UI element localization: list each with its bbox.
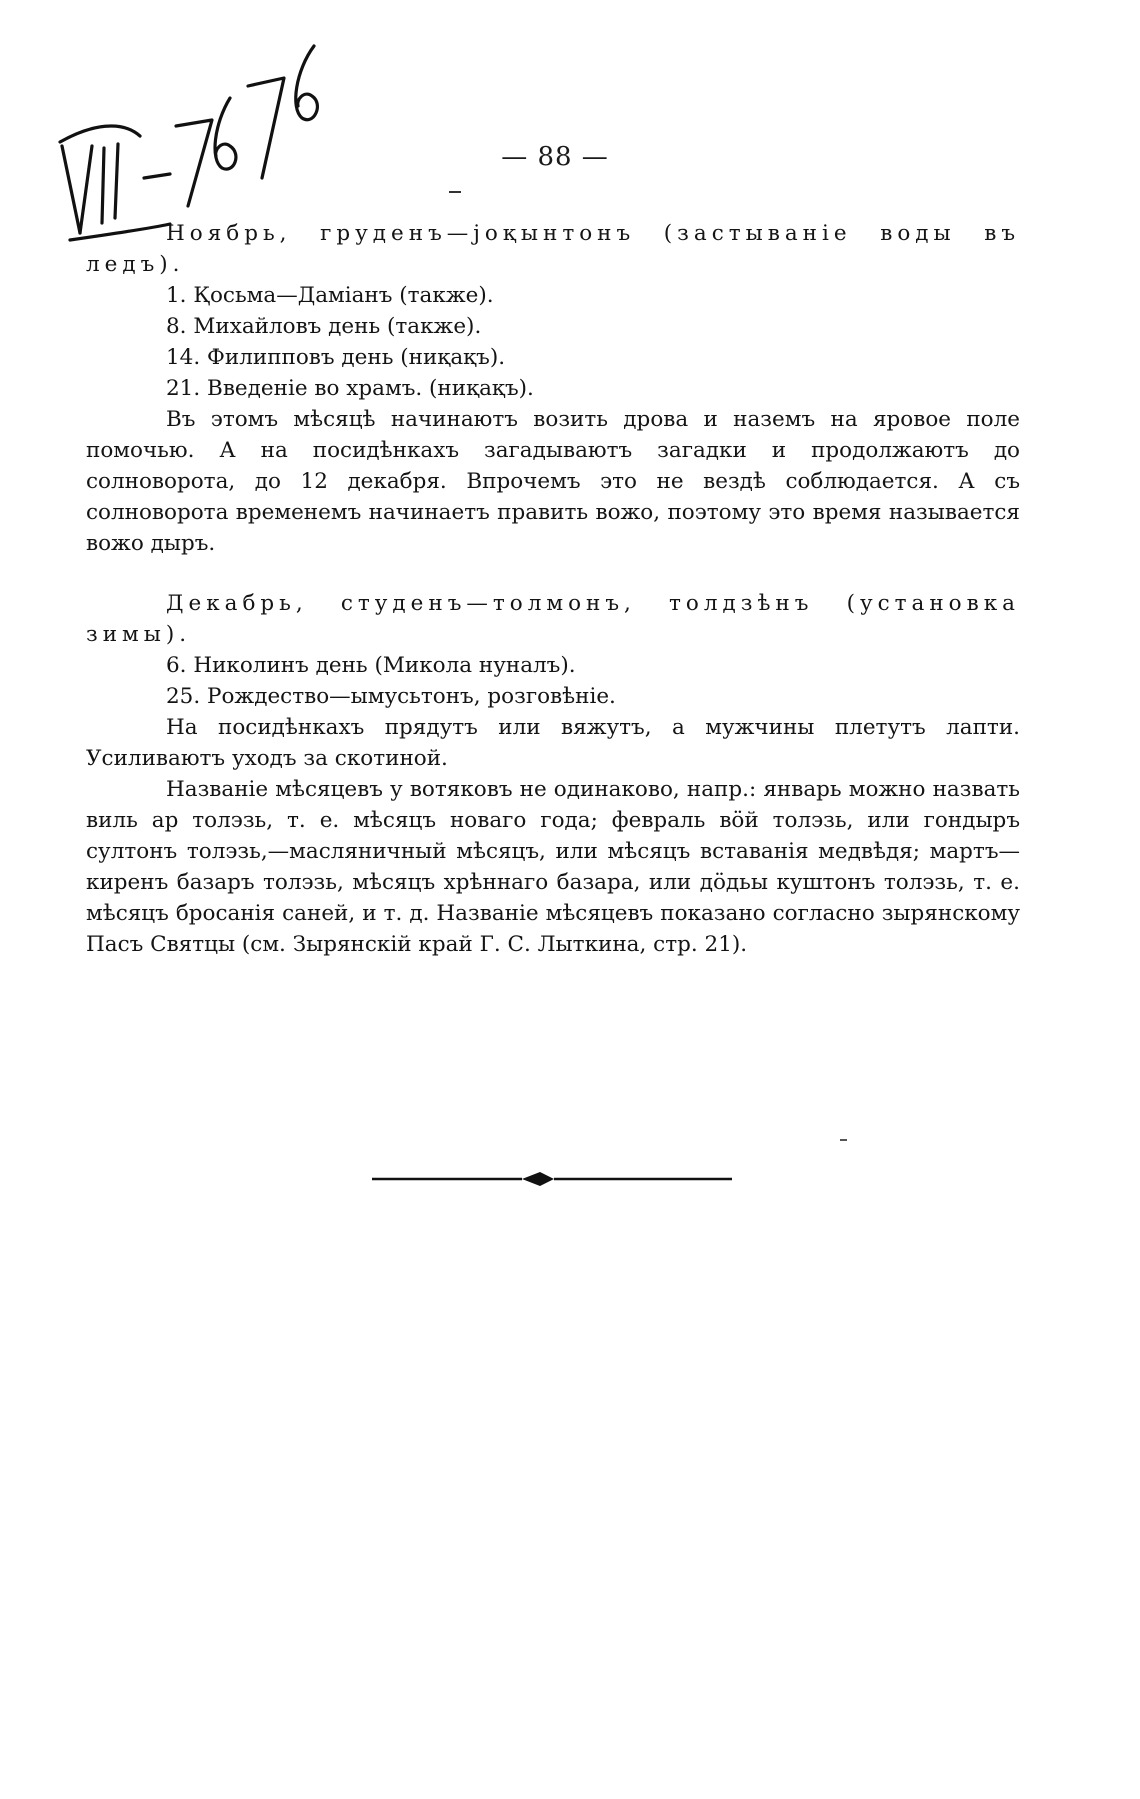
stray-mark: [840, 1139, 847, 1141]
list-item: 1. Қосьма—Даміанъ (также).: [166, 283, 494, 308]
list-item: 8. Михайловъ день (также).: [166, 314, 482, 339]
december-section: [86, 588, 1020, 960]
stray-mark: [449, 191, 461, 193]
november-section: [86, 218, 1020, 559]
page-number: — 88 —: [501, 142, 609, 172]
december-paragraph: На посидѣнкахъ прядутъ или вяжутъ, а мужчины плетутъ лапти. Усиливаютъ уходъ за скотиной.: [86, 715, 1020, 771]
november-paragraph: Въ этомъ мѣсяцѣ начинаютъ возить дрова и наземъ на яровое поле помочью. А на посидѣнкахъ загадываютъ загадки и продолжаютъ до солноворота, до 12 декабря. Впрочемъ это не вездѣ соблюдается. А съ солноворота временемъ начинаетъ править вожо, поэтому это время называется вожо дыръ.: [86, 407, 1020, 556]
handwritten-archive-mark: [52, 28, 342, 243]
december-heading: Декабрь, студенъ—толмонъ, толдзѣнъ (установка зимы).: [86, 591, 1020, 647]
list-item: 6. Николинъ день (Микола нуналъ).: [166, 653, 576, 678]
list-item: 14. Филипповъ день (ниқақъ).: [166, 345, 506, 370]
list-item: 21. Введеніе во храмъ. (ниқақъ).: [166, 376, 534, 401]
november-heading: Ноябрь, груденъ—јоқынтонъ (застываніе воды въ ледъ).: [86, 221, 1020, 277]
ornamental-divider: [372, 1164, 732, 1194]
closing-paragraph: Названіе мѣсяцевъ у вотяковъ не одинаково, напр.: январь можно назвать виль ар толэзь, т. е. мѣсяцъ новаго года; февраль вӧй толэзь, или гондыръ султонъ толэзь,—масляничный мѣсяцъ, или мѣсяцъ вставанія медвѣдя; мартъ—киренъ базаръ толэзь, мѣсяцъ хрѣннаго базара, или дӧдьы куштонъ толэзь, т. е. мѣсяцъ бросанія саней, и т. д. Названіе мѣсяцевъ показано согласно зырянскому Пасъ Святцы (см. Зырянскій край Г. С. Лыткина, стр. 21).: [86, 777, 1020, 957]
list-item: 25. Рождество—ымусьтонъ, розговѣніе.: [166, 684, 616, 709]
